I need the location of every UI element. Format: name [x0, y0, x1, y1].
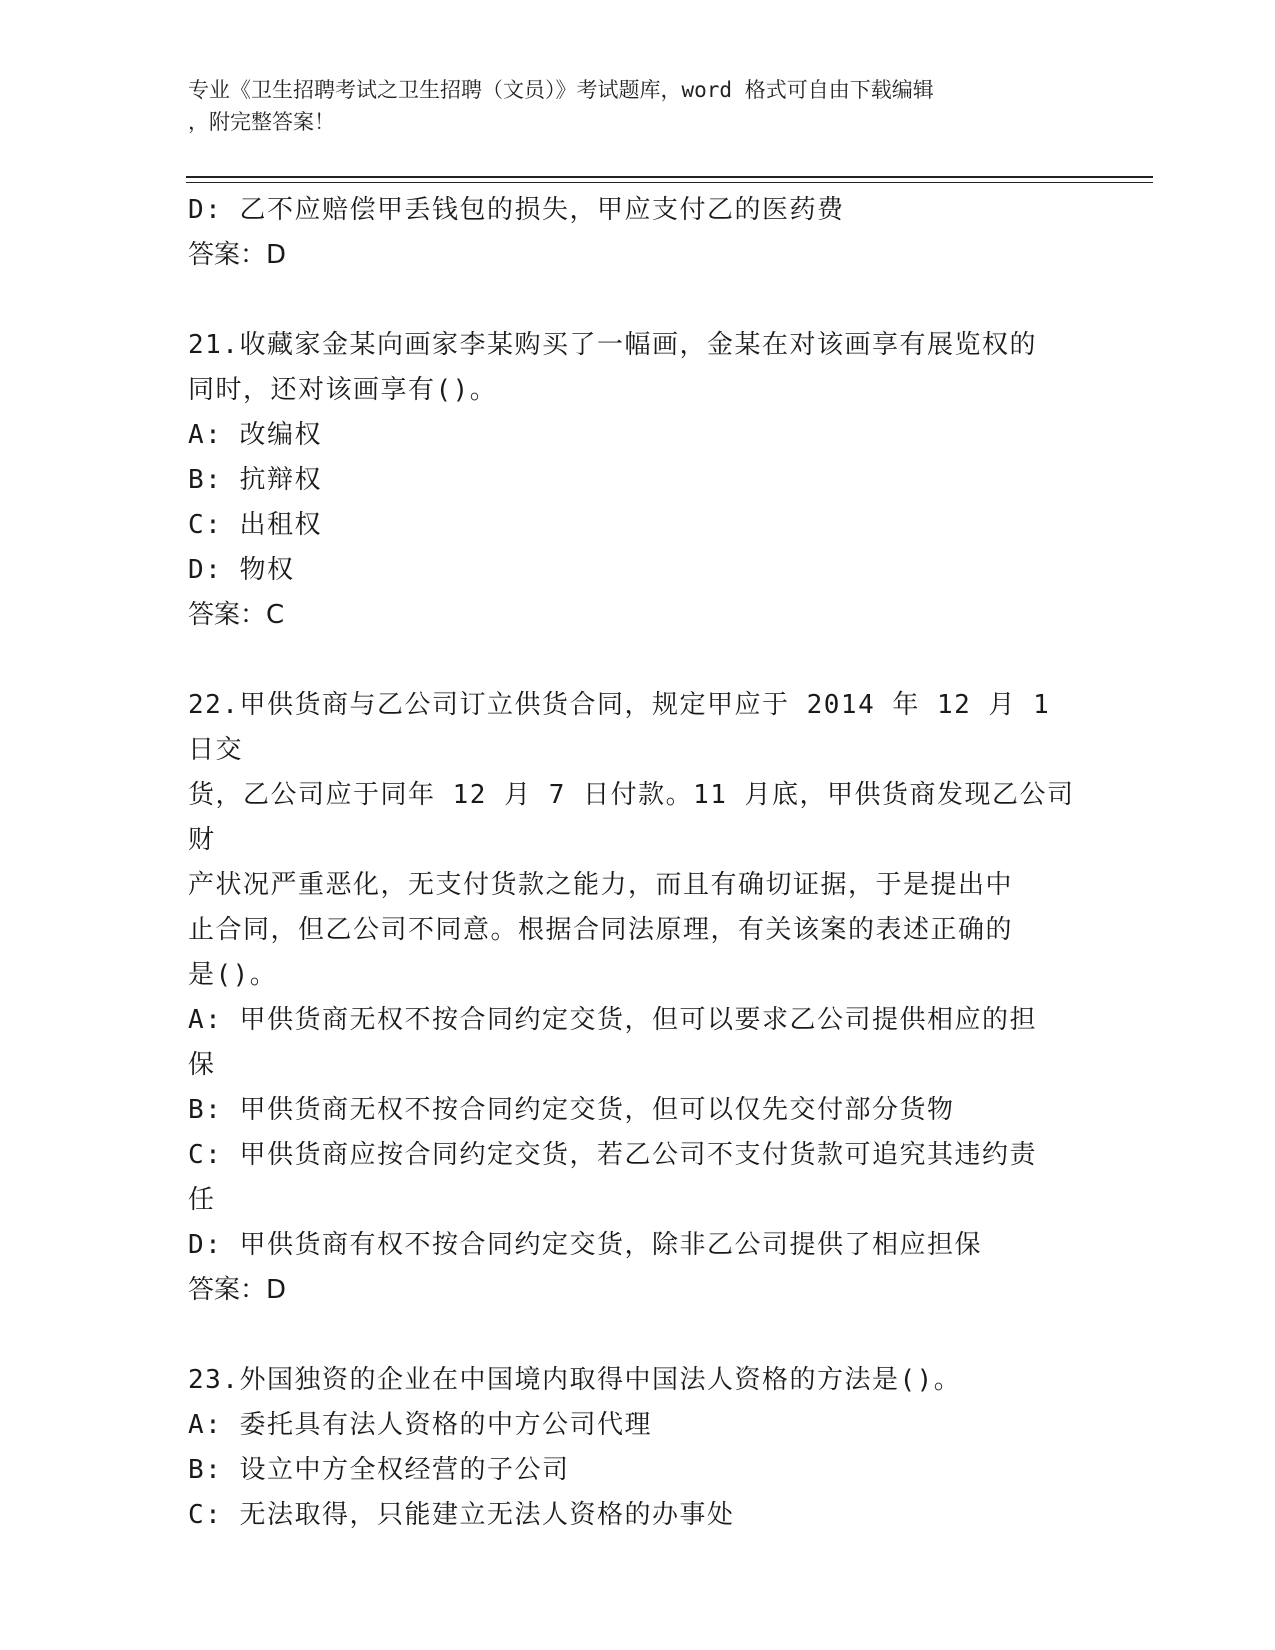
- question-23: [188, 1358, 1088, 1538]
- option-d: D: 物权: [188, 555, 295, 585]
- question-text: 22.甲供货商与乙公司订立供货合同，规定甲应于 2014 年 12 月 1 日交: [188, 690, 1051, 765]
- header-divider-thin: [186, 182, 1153, 183]
- option-a: A: 改编权: [188, 420, 322, 450]
- document-header: [188, 74, 1088, 138]
- option-c: 任: [188, 1185, 216, 1215]
- answer: 答案：C: [188, 600, 285, 630]
- option-b: B: 甲供货商无权不按合同约定交货，但可以仅先交付部分货物: [188, 1095, 955, 1125]
- question-text: 货，乙公司应于同年 12 月 7 日付款。11 月底，甲供货商发现乙公司财: [188, 780, 1075, 855]
- answer: 答案：D: [188, 1275, 287, 1305]
- option-a: A: 委托具有法人资格的中方公司代理: [188, 1410, 652, 1440]
- question-text: 同时，还对该画享有()。: [188, 375, 498, 405]
- header-line-1: 专业《卫生招聘考试之卫生招聘（文员）》考试题库，word 格式可自由下载编辑: [188, 78, 934, 102]
- question-22: [188, 683, 1088, 1313]
- question-text: 21.收藏家金某向画家李某购买了一幅画，金某在对该画享有展览权的: [188, 330, 1037, 360]
- question-text: 23.外国独资的企业在中国境内取得中国法人资格的方法是()。: [188, 1365, 962, 1395]
- option-a: 保: [188, 1050, 216, 1080]
- question-text: 止合同，但乙公司不同意。根据合同法原理，有关该案的表述正确的: [188, 915, 1014, 945]
- option-c: C: 无法取得，只能建立无法人资格的办事处: [188, 1500, 735, 1530]
- option-b: B: 抗辩权: [188, 465, 322, 495]
- option-c: C: 甲供货商应按合同约定交货，若乙公司不支付货款可追究其违约责: [188, 1140, 1037, 1170]
- question-21: [188, 323, 1088, 638]
- header-divider-thick: [186, 176, 1153, 178]
- option-a: A: 甲供货商无权不按合同约定交货，但可以要求乙公司提供相应的担: [188, 1005, 1037, 1035]
- option-d: D: 乙不应赔偿甲丢钱包的损失，甲应支付乙的医药费: [188, 195, 845, 225]
- header-line-2: ，附完整答案！: [188, 110, 335, 134]
- question-text: 是()。: [188, 960, 278, 990]
- document-body: [188, 188, 1088, 1538]
- question-text: 产状况严重恶化，无支付货款之能力，而且有确切证据，于是提出中: [188, 870, 1014, 900]
- option-c: C: 出租权: [188, 510, 322, 540]
- option-b: B: 设立中方全权经营的子公司: [188, 1455, 570, 1485]
- answer: 答案：D: [188, 240, 287, 270]
- option-d: D: 甲供货商有权不按合同约定交货，除非乙公司提供了相应担保: [188, 1230, 982, 1260]
